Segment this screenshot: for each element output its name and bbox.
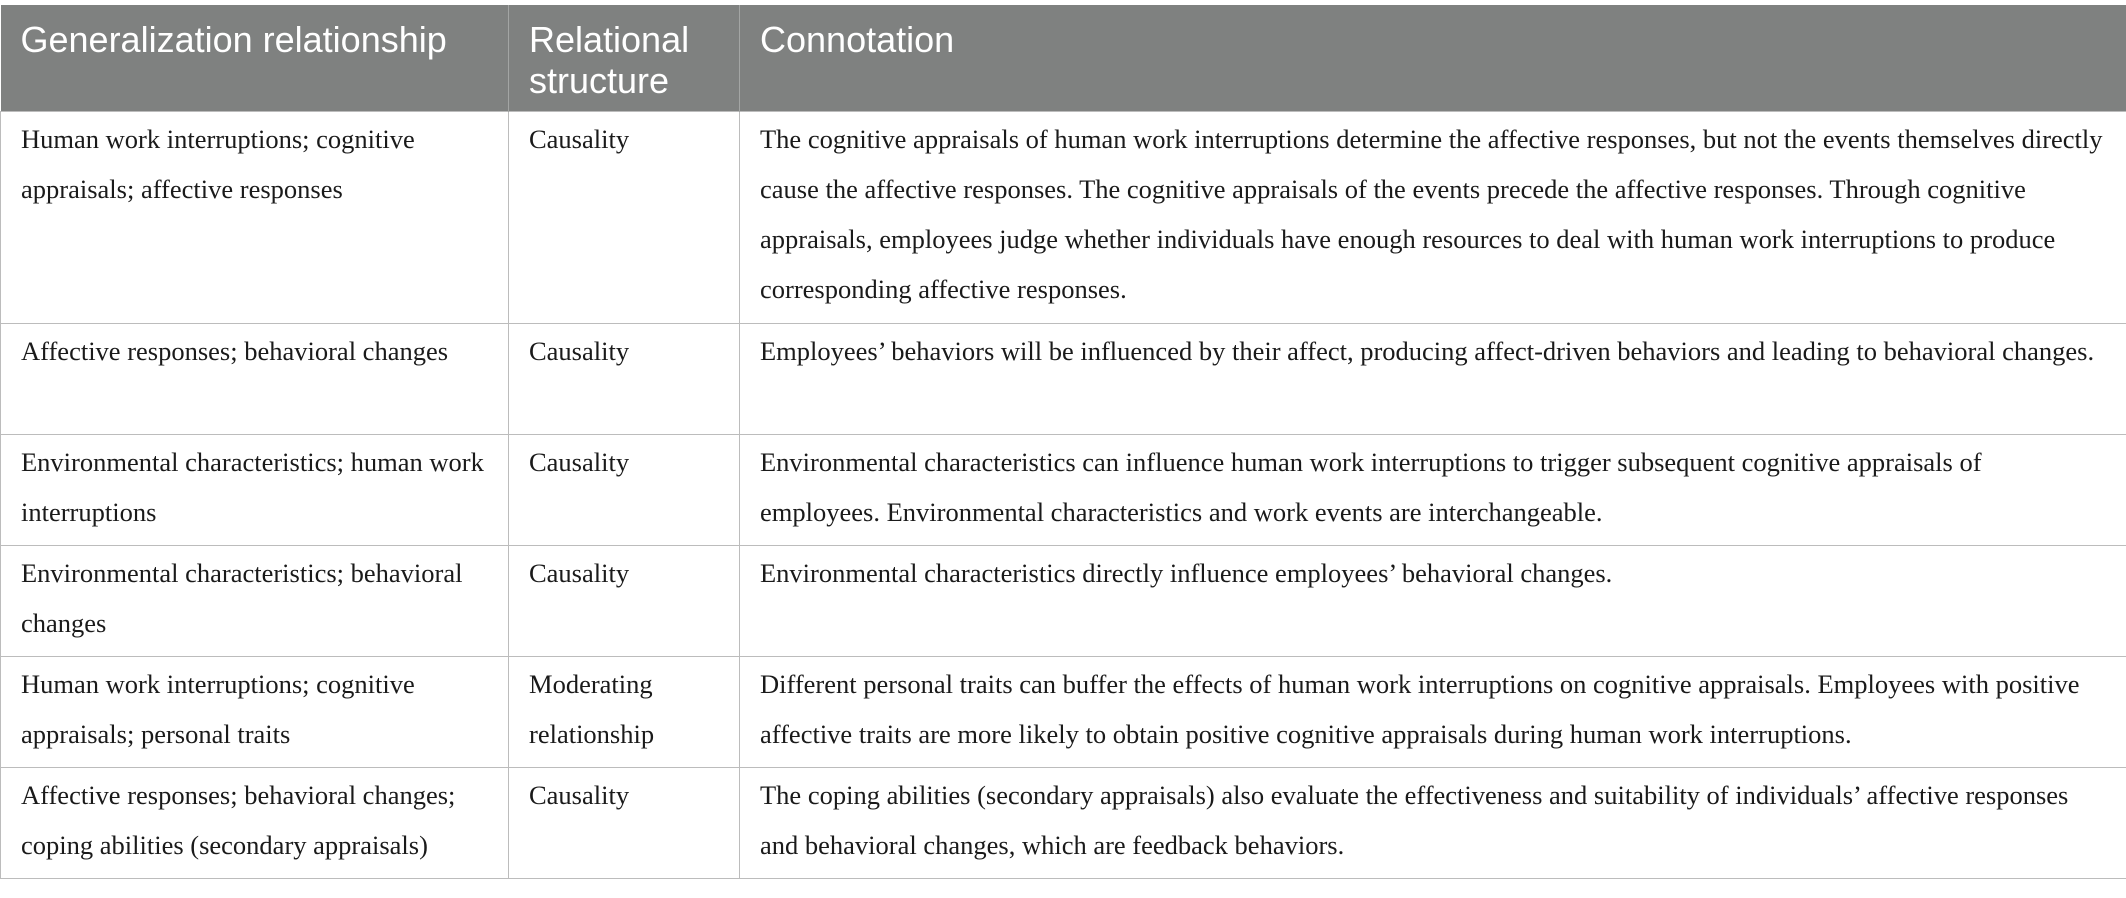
cell-connotation: The coping abilities (secondary appraisals) also evaluate the effectiveness and suitability of individuals’ affective responses and behavioral changes, which are feedback behaviors.: [740, 768, 2126, 879]
cell-connotation: Environmental characteristics can influence human work interruptions to trigger subsequent cognitive appraisals of employees. Environmental characteristics and work events are interchangeable.: [740, 435, 2126, 546]
table-row: [1, 324, 2126, 435]
cell-generalization: Affective responses; behavioral changes: [1, 324, 509, 435]
table-row: [1, 546, 2126, 657]
cell-structure: Causality: [509, 435, 740, 546]
cell-structure: Causality: [509, 112, 740, 324]
cell-generalization: Human work interruptions; cognitive appraisals; personal traits: [1, 657, 509, 768]
cell-connotation: Different personal traits can buffer the effects of human work interruptions on cognitive appraisals. Employees with positive affective traits are more likely to obtain positive cognitive appraisals during human work interruptions.: [740, 657, 2126, 768]
table-row: [1, 112, 2126, 324]
table-header: [1, 5, 2126, 112]
table-row: [1, 768, 2126, 879]
cell-generalization: Environmental characteristics; behavioral changes: [1, 546, 509, 657]
header-row: [1, 5, 2126, 112]
cell-generalization: Environmental characteristics; human work interruptions: [1, 435, 509, 546]
table-container: [0, 5, 2126, 879]
table-row: [1, 435, 2126, 546]
cell-structure: Causality: [509, 324, 740, 435]
cell-connotation: Employees’ behaviors will be influenced by their affect, producing affect-driven behaviors and leading to behavioral changes.: [740, 324, 2126, 435]
header-generalization-relationship: Generalization relationship: [1, 5, 509, 112]
header-relational-structure: Relational structure: [509, 5, 740, 112]
cell-structure: Causality: [509, 768, 740, 879]
cell-structure: Moderating relationship: [509, 657, 740, 768]
table-body: [1, 112, 2126, 879]
cell-connotation: The cognitive appraisals of human work interruptions determine the affective responses, but not the events themselves directly cause the affective responses. The cognitive appraisals of the events precede the affective responses. Through cognitive appraisals, employees judge whether individuals have enough resources to deal with human work interruptions to produce corresponding affective responses.: [740, 112, 2126, 324]
cell-generalization: Human work interruptions; cognitive appraisals; affective responses: [1, 112, 509, 324]
generalization-relationships-table: [0, 5, 2126, 879]
cell-structure: Causality: [509, 546, 740, 657]
cell-connotation: Environmental characteristics directly influence employees’ behavioral changes.: [740, 546, 2126, 657]
table-row: [1, 657, 2126, 768]
header-connotation: Connotation: [740, 5, 2126, 112]
cell-generalization: Affective responses; behavioral changes; coping abilities (secondary appraisals): [1, 768, 509, 879]
